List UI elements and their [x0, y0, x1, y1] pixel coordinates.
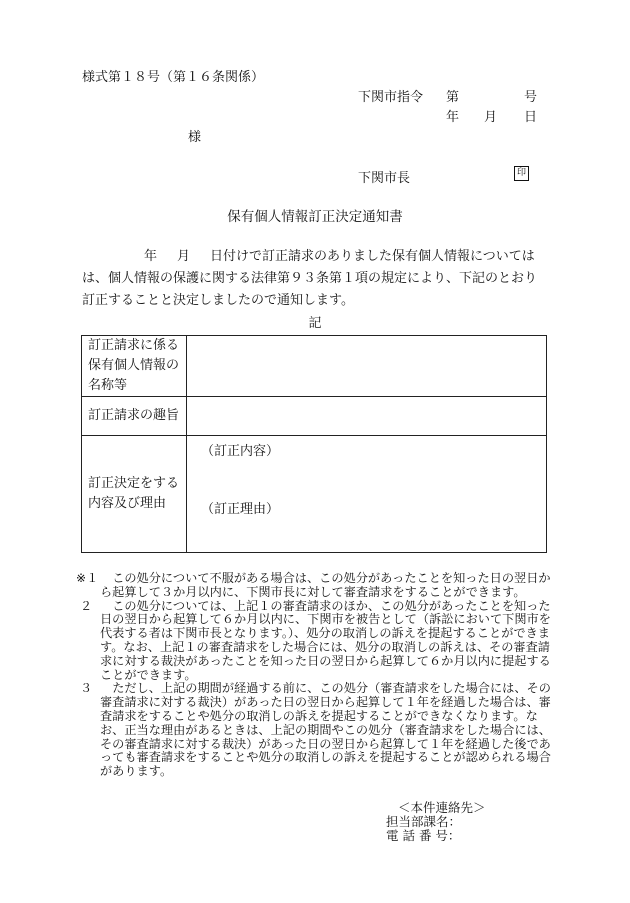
row-content-info-name	[187, 336, 547, 397]
addressee-honorific: 様	[188, 130, 202, 145]
correction-content-label: （訂正内容）	[201, 444, 280, 459]
note-item	[76, 571, 552, 600]
issuer-name: 下関市長	[358, 171, 411, 186]
note-text: この処分について不服がある場合は、この処分があったことを知った日の翌日から起算して３か月以内に、下関市長に対して審査請求をすることができます。	[100, 571, 551, 599]
contact-tel-label: 電 話 番 号：	[386, 828, 461, 843]
doc-number-dai: 第	[446, 90, 460, 105]
note-item	[82, 682, 552, 779]
table-row-purpose	[82, 397, 547, 436]
date-day-label: 日	[524, 110, 538, 125]
form-number: 様式第１８号（第１６条関係）	[82, 70, 265, 85]
note-text: ただし、上記の期間が経過する前に、この処分（審査請求をした場合には、その審査請求に対する裁決）があった日の翌日から起算して１年を経過した場合は、審査請求をすることや処分の取消しの訴えを提起することができなくなります。なお、正当な理由があるときは、上記の期間やこの処分（審査請求をした場合には、その審査請求に対する裁決）があった日の翌日から起算して１年を経過した後であっても審査請求をすることや処分の取消しの訴えを提起することが認められる場合があります。	[100, 681, 551, 779]
document-title: 保有個人情報訂正決定通知書	[227, 209, 403, 225]
note-mark: ２	[80, 598, 93, 613]
ki-heading: 記	[308, 316, 322, 331]
contact-dept-label: 担当部課名：	[386, 814, 462, 829]
row-label-purpose: 訂正請求の趣旨	[82, 397, 187, 436]
decision-table	[81, 335, 547, 553]
table-row-info-name	[82, 336, 547, 397]
date-year-label: 年	[446, 110, 460, 125]
body-date-year: 年	[144, 249, 158, 264]
row-content-purpose	[187, 397, 547, 436]
row-content-decision	[187, 436, 547, 553]
doc-number-label: 下関市指令	[358, 90, 424, 105]
note-text: この処分については、上記１の審査請求のほか、この処分があったことを知った日の翌日から起算して６か月以内に、下関市を被告として（訴訟において下関市を代表する者は下関市長となります。）、処分の取消しの訴えを提起することができます。なお、上記１の審査請求をした場合には、処分の取消しの訴えは、その審査請求に対する裁決があったことを知った日の翌日から起算して６か月以内に提起することができます。	[100, 598, 551, 682]
body-date-month: 月	[177, 249, 191, 264]
row-label-info-name: 訂正請求に係る保有個人情報の名称等	[82, 336, 187, 397]
contact-heading: ＜本件連絡先＞	[398, 800, 486, 815]
notes-section	[76, 571, 552, 779]
body-intro-rest: 、個人情報の保護に関する法律第９３条第１項の規定により、下記のとおり訂正することと決定しましたので通知します。	[82, 271, 538, 308]
body-lead-word: は	[82, 271, 96, 286]
doc-number-go: 号	[524, 90, 538, 105]
note-mark: ３	[80, 681, 93, 696]
row-label-decision: 訂正決定をする内容及び理由	[82, 436, 187, 553]
date-month-label: 月	[484, 110, 498, 125]
body-paragraph	[82, 246, 547, 312]
note-mark: ※１	[76, 571, 99, 585]
body-intro-line1: 日付けで訂正請求のありました保有個人情報については	[210, 249, 535, 264]
correction-reason-label: （訂正理由）	[201, 502, 280, 517]
table-row-decision	[82, 436, 547, 553]
seal-mark: 印	[514, 166, 529, 181]
note-item	[82, 600, 552, 683]
